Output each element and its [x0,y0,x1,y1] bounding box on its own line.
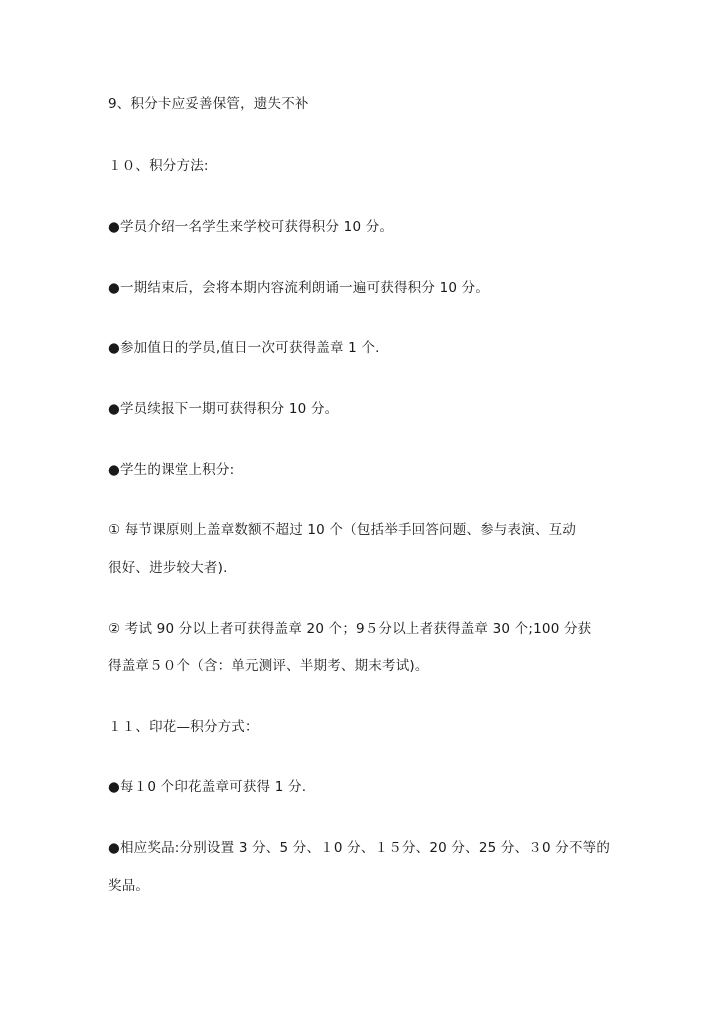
rule-9-line-1: 9、积分卡应妥善保管，遗失不补 [108,96,309,112]
item-2-line-2: 得盖章５０个（含：单元测评、半期考、期末考试)。 [108,658,429,674]
bullet-recite: ●一期结束后，会将本期内容流利朗诵一遍可获得积分 10 分。 [108,280,490,296]
bullet-renew: ●学员续报下一期可获得积分 10 分。 [108,401,339,417]
rule-10-heading: １０、积分方法: [108,158,209,174]
bullet-introduce-student: ●学员介绍一名学生来学校可获得积分 10 分。 [108,219,394,235]
rule-11-heading: １１、印花—积分方式： [108,719,259,735]
item-1-line-2: 很好、进步较大者). [108,560,228,576]
bullet-prizes-line-2: 奖品。 [108,878,150,894]
bullet-classroom: ●学生的课堂上积分: [108,462,235,478]
bullet-duty: ●参加值日的学员,值日一次可获得盖章 1 个. [108,340,380,356]
item-2-line-1: ② 考试 90 分以上者可获得盖章 20 个；9５分以上者获得盖章 30 个;100 分获 [108,621,592,637]
item-1-line-1: ① 每节课原则上盖章数额不超过 10 个（包括举手回答问题、参与表演、互动 [108,522,577,538]
bullet-stamps: ●每１0 个印花盖章可获得 1 分. [108,779,307,795]
bullet-prizes-line-1: ●相应奖品:分别设置 3 分、5 分、１0 分、１５分、20 分、25 分、３0 分不等的 [108,840,611,856]
